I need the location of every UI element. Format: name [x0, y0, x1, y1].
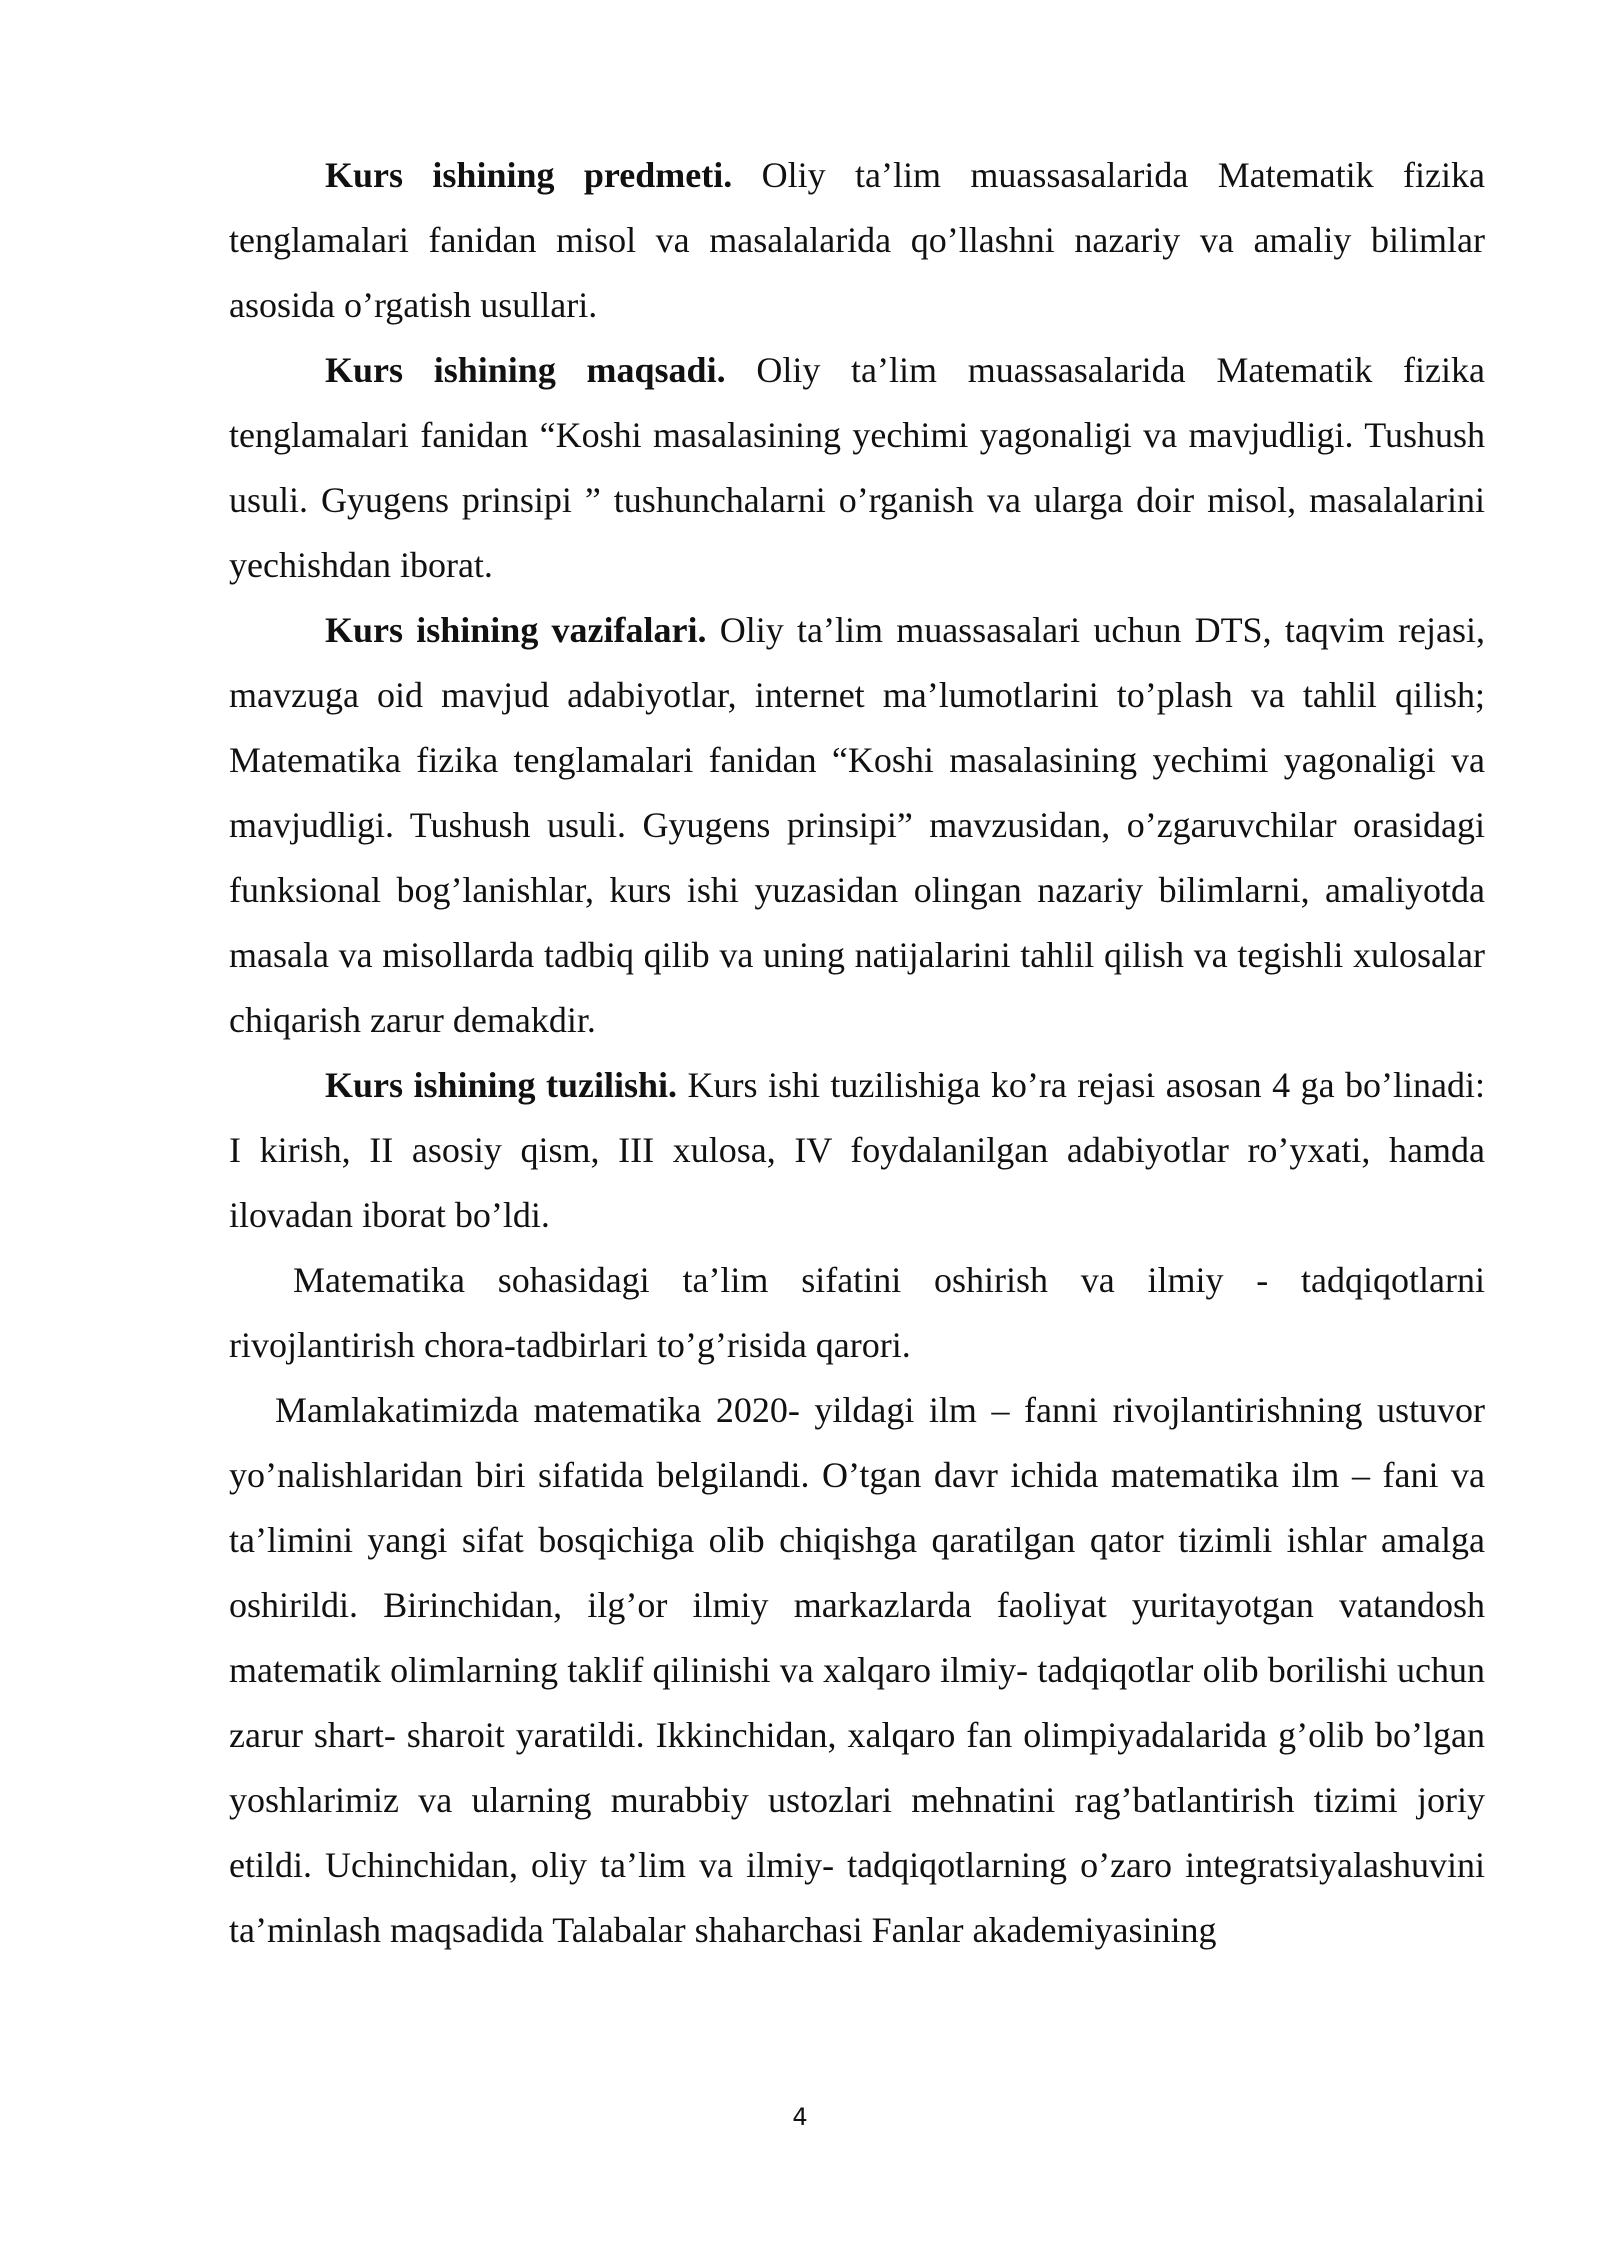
- document-body: [229, 143, 1485, 1963]
- paragraph-country-math: [229, 1378, 1485, 1963]
- paragraph-tasks: [229, 598, 1485, 1053]
- paragraph-goal: [229, 338, 1485, 598]
- paragraph-tasks-text: Oliy ta’lim muassasalari uchun DTS, taqvim rejasi, mavzuga oid mavjud adabiyotlar, internet ma’lumotlarini to’plash va tahlil qilish; Matematika fizika tenglamalari fanidan “Koshi masalasining yechimi yagonaligi va mavjudligi. Tushush usuli. Gyugens prinsipi” mavzusidan, o’zgaruvchilar orasidagi funksional bog’lanishlar, kurs ishi yuzasidan olingan nazariy bilimlarni, amaliyotda masala va misollarda tadbiq qilib va uning natijalarini tahlil qilish va tegishli xulosalar chiqarish zarur demakdir.: [229, 610, 1485, 1040]
- paragraph-goal-text: Oliy ta’lim muassasalarida Matematik fizika tenglamalari fanidan “Koshi masalasining yechimi yagonaligi va mavjudligi. Tushush usuli. Gyugens prinsipi ” tushunchalarni o’rganish va ularga doir misol, masalalarini yechishdan iborat.: [229, 350, 1486, 585]
- heading-goal: Kurs ishining maqsadi.: [325, 350, 726, 390]
- paragraph-subject-text: Oliy ta’lim muassasalarida Matematik fizika tenglamalari fanidan misol va masalalarida qo’llashni nazariy va amaliy bilimlar asosida o’rgatish usullari.: [229, 155, 1485, 325]
- paragraph-decree: [229, 1248, 1485, 1378]
- paragraph-structure: [229, 1053, 1485, 1248]
- paragraph-structure-text: Kurs ishi tuzilishiga ko’ra rejasi asosan 4 ga bo’linadi: I kirish, II asosiy qism, III xulosa, IV foydalanilgan adabiyotlar ro’yxati, hamda ilovadan iborat bo’ldi.: [229, 1065, 1485, 1235]
- page-number: 4: [792, 2103, 808, 2131]
- paragraph-country-math-text: Mamlakatimizda matematika 2020- yildagi ilm – fanni rivojlantirishning ustuvor yo’nalishlaridan biri sifatida belgilandi. O’tgan davr ichida matematika ilm – fani va ta’limini yangi sifat bosqichiga olib chiqishga qaratilgan qator tizimli ishlar amalga oshirildi. Birinchidan, ilg’or ilmiy markazlarda faoliyat yuritayotgan vatandosh matematik olimlarning taklif qilinishi va xalqaro ilmiy- tadqiqotlar olib borilishi uchun zarur shart- sharoit yaratildi. Ikkinchidan, xalqaro fan olimpiyadalarida g’olib bo’lgan yoshlarimiz va ularning murabbiy ustozlari mehnatini rag’batlantirish tizimi joriy etildi. Uchinchidan, oliy ta’lim va ilmiy- tadqiqotlarning o’zaro integratsiyalashuvini ta’minlash maqsadida Talabalar shaharchasi Fanlar akademiyasining: [229, 1390, 1485, 1950]
- paragraph-subject: [229, 143, 1485, 338]
- heading-tasks: Kurs ishining vazifalari.: [325, 610, 707, 650]
- paragraph-decree-text: Matematika sohasidagi ta’lim sifatini oshirish va ilmiy - tadqiqotlarni rivojlantirish chora-tadbirlari to’g’risida qarori.: [229, 1260, 1485, 1365]
- heading-structure: Kurs ishining tuzilishi.: [325, 1065, 678, 1105]
- heading-subject: Kurs ishining predmeti.: [325, 155, 733, 195]
